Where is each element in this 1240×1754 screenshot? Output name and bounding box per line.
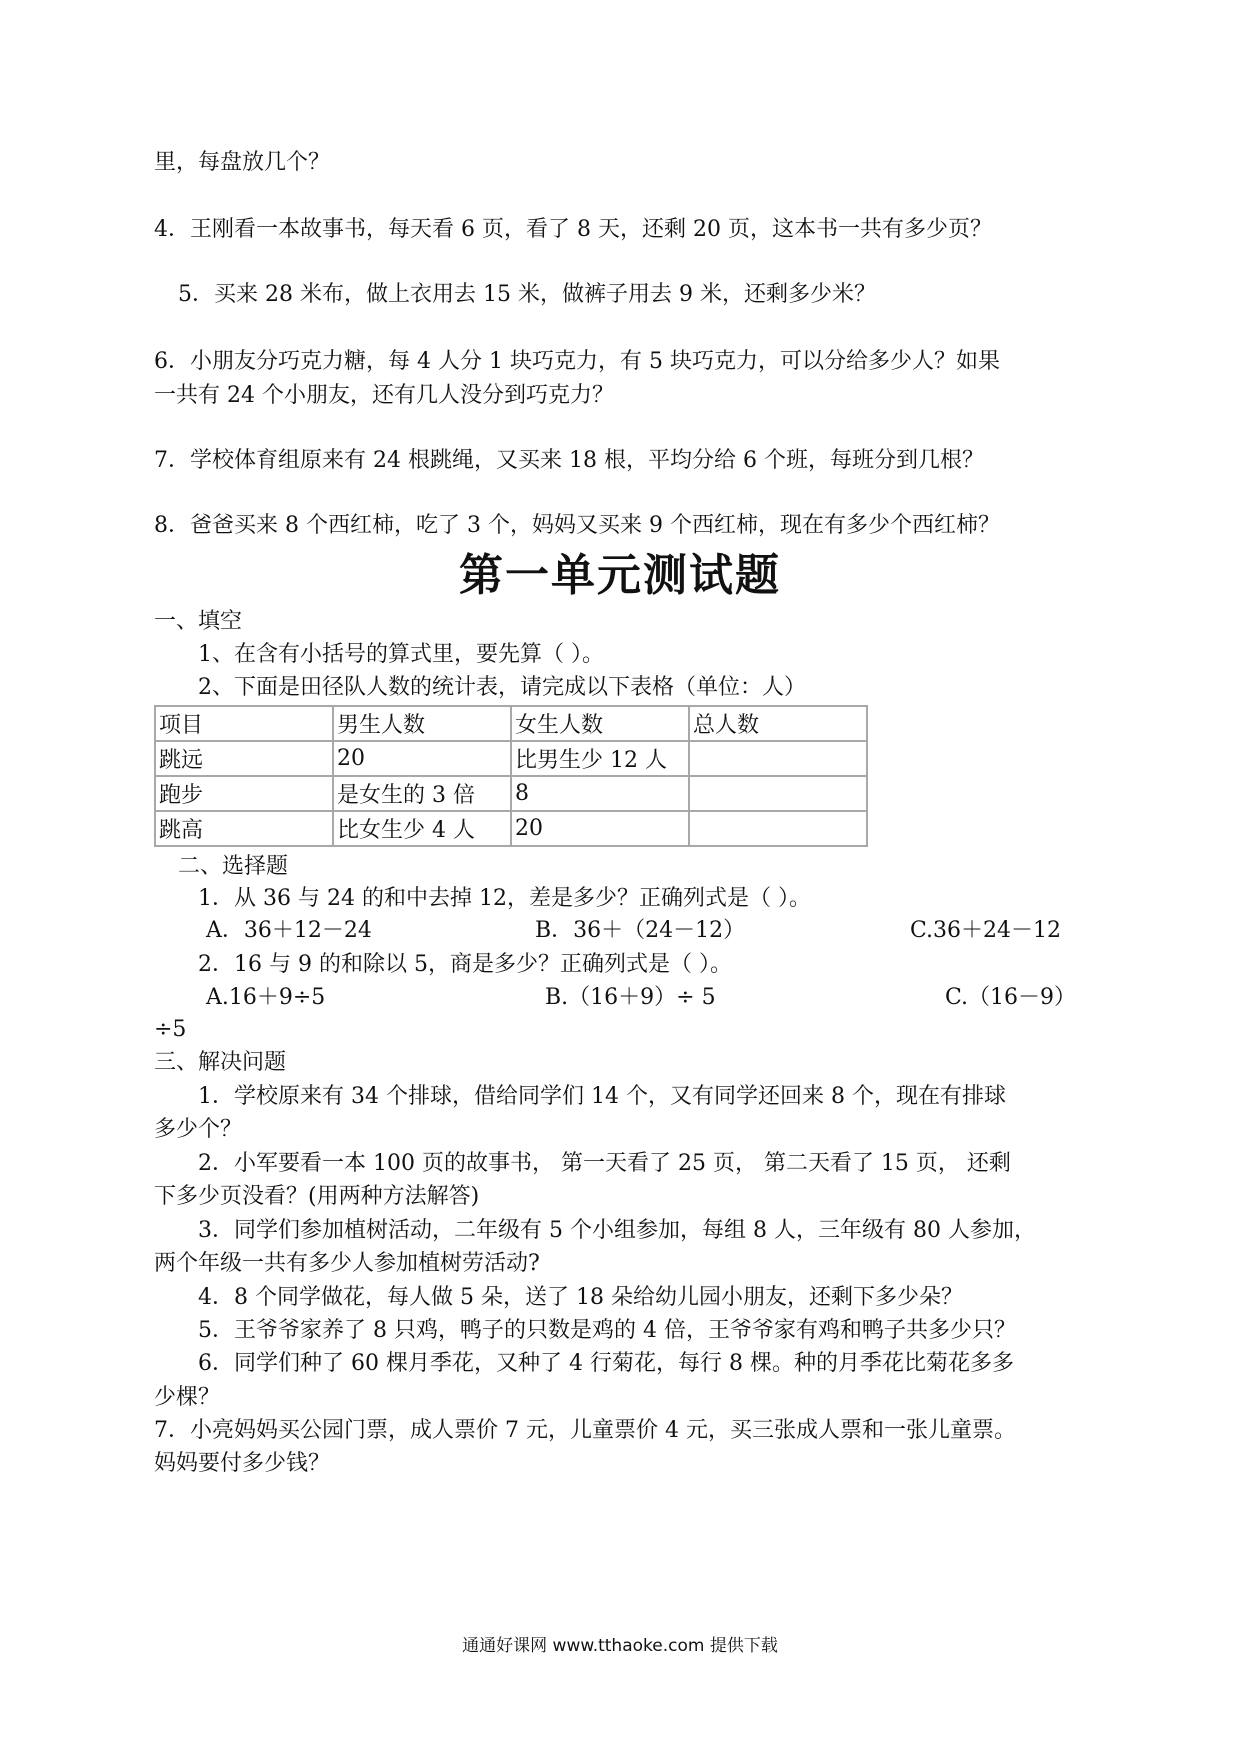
table-cell: 跳高 <box>155 811 333 846</box>
problem-line: 1．学校原来有 34 个排球，借给同学们 14 个，又有同学还回来 8 个，现在有排球 <box>198 1084 1006 1109</box>
option-c: C.（16－9） <box>945 985 1077 1010</box>
option-c-wrap: ÷5 <box>154 1017 187 1042</box>
problem-line: 下多少页没看？(用两种方法解答) <box>154 1184 480 1209</box>
problem-line: 5．王爷爷家养了 8 只鸡，鸭子的只数是鸡的 4 倍，王爷爷家有鸡和鸭子共多少只？ <box>198 1318 1016 1343</box>
option-a: A.16＋9÷5 <box>206 985 326 1010</box>
problem-line: 6．小朋友分巧克力糖，每 4 人分 1 块巧克力，有 5 块巧克力，可以分给多少人？如果 <box>154 349 1000 374</box>
problem-line: 一共有 24 个小朋友，还有几人没分到巧克力？ <box>154 383 614 408</box>
table-header-cell: 总人数 <box>689 706 867 741</box>
option-b: B．36＋（24－12） <box>535 918 746 943</box>
problem-line: 4．王刚看一本故事书，每天看 6 页，看了 8 天，还剩 20 页，这本书一共有多少页？ <box>154 217 992 242</box>
table-cell: 20 <box>333 741 511 776</box>
table-cell: 比男生少 12 人 <box>511 741 689 776</box>
problem-line: 5．买来 28 米布，做上衣用去 15 米，做裤子用去 9 米，还剩多少米？ <box>178 282 876 307</box>
problem-line: 4．8 个同学做花，每人做 5 朵，送了 18 朵给幼儿园小朋友，还剩下多少朵？ <box>198 1285 963 1310</box>
problem-line: 少棵？ <box>154 1385 221 1410</box>
choice-question: 1．从 36 与 24 的和中去掉 12，差是多少？正确列式是（ ）。 <box>198 886 811 911</box>
section-heading: 二、选择题 <box>178 854 289 879</box>
table-row <box>155 776 867 811</box>
table-cell: 跑步 <box>155 776 333 811</box>
table-cell <box>689 741 867 776</box>
problem-line: 里，每盘放几个？ <box>154 150 331 175</box>
table-cell: 8 <box>511 776 689 811</box>
problem-line: 7．学校体育组原来有 24 根跳绳，又买来 18 根，平均分给 6 个班，每班分到几根？ <box>154 448 984 473</box>
section-heading: 一、填空 <box>154 609 243 634</box>
option-b: B.（16＋9）÷ 5 <box>545 985 716 1010</box>
table-header-cell: 项目 <box>155 706 333 741</box>
fill-question: 2、下面是田径队人数的统计表，请完成以下表格（单位：人） <box>198 675 806 700</box>
table-row <box>155 741 867 776</box>
table-header-row <box>155 706 867 741</box>
table-cell: 20 <box>511 811 689 846</box>
problem-line: 3．同学们参加植树活动，二年级有 5 个小组参加，每组 8 人，三年级有 80 人参加， <box>198 1218 1036 1243</box>
problem-line: 多少个？ <box>154 1117 243 1142</box>
section-heading: 三、解决问题 <box>154 1050 287 1075</box>
table-header-cell: 男生人数 <box>333 706 511 741</box>
option-c: C.36＋24－12 <box>910 918 1062 943</box>
page-title: 第一单元测试题 <box>459 550 781 601</box>
problem-line: 妈妈要付多少钱？ <box>154 1451 331 1476</box>
table-cell: 比女生少 4 人 <box>333 811 511 846</box>
stats-table <box>154 705 868 847</box>
problem-line: 7．小亮妈妈买公园门票，成人票价 7 元，儿童票价 4 元，买三张成人票和一张儿童票。 <box>154 1418 1016 1443</box>
page-footer: 通通好课网 www.tthaoke.com 提供下载 <box>462 1636 778 1656</box>
table-cell: 是女生的 3 倍 <box>333 776 511 811</box>
problem-line: 6．同学们种了 60 棵月季花，又种了 4 行菊花，每行 8 棵。种的月季花比菊花多多 <box>198 1351 1014 1376</box>
table-row <box>155 811 867 846</box>
choice-question: 2．16 与 9 的和除以 5，商是多少？正确列式是（ ）。 <box>198 952 732 977</box>
table-header-cell: 女生人数 <box>511 706 689 741</box>
table-cell <box>689 811 867 846</box>
fill-question: 1、在含有小括号的算式里，要先算（ ）。 <box>198 642 604 667</box>
problem-line: 8．爸爸买来 8 个西红柿，吃了 3 个，妈妈又买来 9 个西红柿，现在有多少个西红柿？ <box>154 513 1000 538</box>
option-a: A．36＋12－24 <box>206 918 372 943</box>
problem-line: 2．小军要看一本 100 页的故事书， 第一天看了 25 页， 第二天看了 15 页， 还剩 <box>198 1151 1011 1176</box>
table-cell <box>689 776 867 811</box>
table-cell: 跳远 <box>155 741 333 776</box>
problem-line: 两个年级一共有多少人参加植树劳活动? <box>154 1251 540 1276</box>
